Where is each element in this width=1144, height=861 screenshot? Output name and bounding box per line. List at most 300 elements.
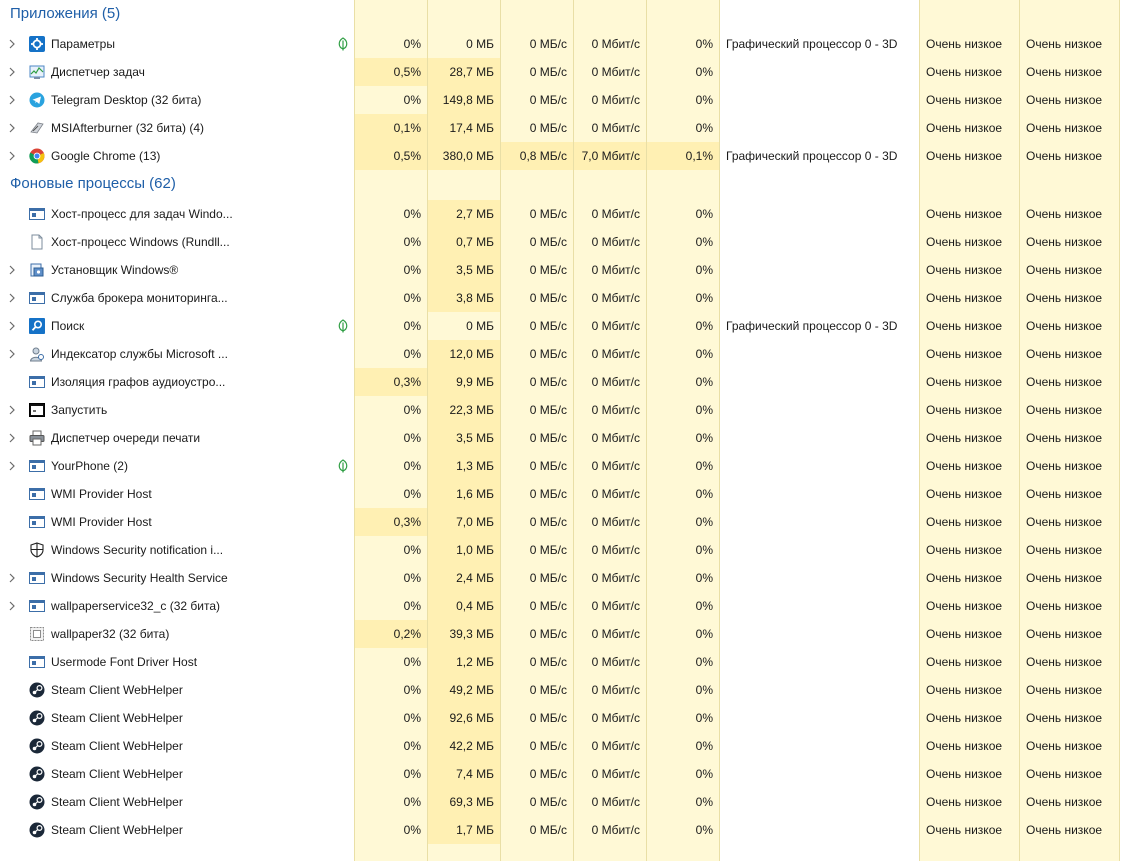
power-trend-value: Очень низкое: [1026, 207, 1103, 221]
gpu-engine-value: Графический процессор 0 - 3D: [726, 319, 898, 333]
gpu-value: 0%: [695, 263, 713, 277]
memory-value: 0 МБ: [466, 319, 494, 333]
run-icon: [29, 402, 45, 418]
process-name: Поиск: [51, 319, 85, 333]
process-name: Windows Security notification i...: [51, 543, 224, 557]
network-value: 0 Мбит/с: [591, 319, 640, 333]
disk-value: 0 МБ/с: [529, 459, 567, 473]
memory-value: 1,0 МБ: [456, 543, 494, 557]
process-name: Параметры: [51, 37, 115, 51]
efficiency-leaf-icon: [337, 459, 349, 473]
process-name: Steam Client WebHelper: [51, 683, 183, 697]
memory-value: 2,7 МБ: [456, 207, 494, 221]
network-value: 0 Мбит/с: [591, 431, 640, 445]
memory-value: 3,8 МБ: [456, 291, 494, 305]
shield-icon: [29, 542, 45, 558]
power-trend-value: Очень низкое: [1026, 795, 1103, 809]
disk-value: 0 МБ/с: [529, 375, 567, 389]
disk-value: 0 МБ/с: [529, 739, 567, 753]
disk-value: 0 МБ/с: [529, 37, 567, 51]
cpu-value: 0,1%: [393, 121, 421, 135]
cpu-value: 0%: [403, 263, 421, 277]
process-name: Индексатор службы Microsoft ...: [51, 347, 228, 361]
window-icon: [29, 290, 45, 306]
expand-chevron-icon[interactable]: [6, 347, 18, 361]
network-value: 0 Мбит/с: [591, 347, 640, 361]
power-trend-value: Очень низкое: [1026, 543, 1103, 557]
cpu-value: 0,3%: [393, 515, 421, 529]
window-icon: [29, 570, 45, 586]
disk-value: 0,8 МБ/с: [519, 149, 567, 163]
disk-value: 0 МБ/с: [529, 683, 567, 697]
power-usage-value: Очень низкое: [926, 627, 1003, 641]
process-row[interactable]: [0, 142, 1144, 170]
process-row[interactable]: [0, 86, 1144, 114]
apps-rows: [0, 30, 1144, 170]
network-value: 0 Мбит/с: [591, 571, 640, 585]
process-row[interactable]: [0, 284, 1144, 312]
expand-chevron-icon[interactable]: [6, 263, 18, 277]
process-name: YourPhone (2): [51, 459, 128, 473]
cpu-value: 0,2%: [393, 627, 421, 641]
power-trend-value: Очень низкое: [1026, 655, 1103, 669]
background-rows: [0, 200, 1144, 844]
disk-value: 0 МБ/с: [529, 431, 567, 445]
process-row[interactable]: [0, 114, 1144, 142]
disk-value: 0 МБ/с: [529, 65, 567, 79]
expand-chevron-icon[interactable]: [6, 121, 18, 135]
network-value: 0 Мбит/с: [591, 739, 640, 753]
power-trend-value: Очень низкое: [1026, 93, 1103, 107]
power-usage-value: Очень низкое: [926, 207, 1003, 221]
process-name: Диспетчер задач: [51, 65, 145, 79]
process-name: Служба брокера мониторинга...: [51, 291, 228, 305]
process-row[interactable]: [0, 676, 1144, 704]
window-icon: [29, 374, 45, 390]
process-row[interactable]: [0, 788, 1144, 816]
process-name: Telegram Desktop (32 бита): [51, 93, 202, 107]
power-usage-value: Очень низкое: [926, 37, 1003, 51]
steam-icon: [29, 710, 45, 726]
group-header-background[interactable]: [0, 170, 1144, 200]
power-usage-value: Очень низкое: [926, 459, 1003, 473]
network-value: 0 Мбит/с: [591, 37, 640, 51]
power-trend-value: Очень низкое: [1026, 121, 1103, 135]
cpu-value: 0%: [403, 37, 421, 51]
power-trend-value: Очень низкое: [1026, 571, 1103, 585]
process-name: WMI Provider Host: [51, 515, 152, 529]
efficiency-leaf-icon: [337, 319, 349, 333]
gpu-value: 0%: [695, 291, 713, 305]
power-usage-value: Очень низкое: [926, 149, 1003, 163]
process-name: Установщик Windows®: [51, 263, 179, 277]
steam-icon: [29, 766, 45, 782]
process-row[interactable]: [0, 480, 1144, 508]
network-value: 0 Мбит/с: [591, 683, 640, 697]
process-name: Steam Client WebHelper: [51, 795, 183, 809]
cpu-value: 0%: [403, 487, 421, 501]
gpu-value: 0%: [695, 487, 713, 501]
power-trend-value: Очень низкое: [1026, 823, 1103, 837]
network-value: 0 Мбит/с: [591, 375, 640, 389]
gpu-value: 0%: [695, 711, 713, 725]
memory-value: 1,6 МБ: [456, 487, 494, 501]
cpu-value: 0,3%: [393, 375, 421, 389]
cpu-value: 0%: [403, 655, 421, 669]
gpu-value: 0%: [695, 739, 713, 753]
expand-chevron-icon[interactable]: [6, 431, 18, 445]
process-row[interactable]: [0, 256, 1144, 284]
expand-chevron-icon[interactable]: [6, 571, 18, 585]
window-icon: [29, 654, 45, 670]
gpu-value: 0%: [695, 823, 713, 837]
cpu-value: 0%: [403, 767, 421, 781]
memory-value: 42,2 МБ: [449, 739, 494, 753]
gpu-value: 0%: [695, 655, 713, 669]
disk-value: 0 МБ/с: [529, 571, 567, 585]
power-usage-value: Очень низкое: [926, 571, 1003, 585]
gpu-value: 0%: [695, 459, 713, 473]
cpu-value: 0%: [403, 93, 421, 107]
settings-gear-icon: [29, 36, 45, 52]
expand-chevron-icon[interactable]: [6, 459, 18, 473]
expand-chevron-icon[interactable]: [6, 37, 18, 51]
gpu-value: 0%: [695, 37, 713, 51]
process-row[interactable]: [0, 30, 1144, 58]
chrome-icon: [29, 148, 45, 164]
process-row[interactable]: [0, 536, 1144, 564]
power-trend-value: Очень низкое: [1026, 739, 1103, 753]
disk-value: 0 МБ/с: [529, 403, 567, 417]
network-value: 0 Мбит/с: [591, 235, 640, 249]
gpu-value: 0%: [695, 767, 713, 781]
expand-chevron-icon[interactable]: [6, 599, 18, 613]
disk-value: 0 МБ/с: [529, 515, 567, 529]
printer-icon: [29, 430, 45, 446]
document-icon: [29, 234, 45, 250]
memory-value: 1,7 МБ: [456, 823, 494, 837]
memory-value: 0,7 МБ: [456, 235, 494, 249]
process-row[interactable]: [0, 452, 1144, 480]
process-name: Хост-процесс для задач Windo...: [51, 207, 233, 221]
power-trend-value: Очень низкое: [1026, 149, 1103, 163]
memory-value: 9,9 МБ: [456, 375, 494, 389]
installer-icon: [29, 262, 45, 278]
expand-chevron-icon[interactable]: [6, 149, 18, 163]
gpu-value: 0%: [695, 431, 713, 445]
gpu-value: 0%: [695, 683, 713, 697]
process-row[interactable]: [0, 312, 1144, 340]
expand-chevron-icon[interactable]: [6, 319, 18, 333]
expand-chevron-icon[interactable]: [6, 93, 18, 107]
group-title-apps: Приложения (5): [10, 5, 121, 22]
network-value: 0 Мбит/с: [591, 823, 640, 837]
search-icon: [29, 318, 45, 334]
gpu-value: 0,1%: [685, 149, 713, 163]
process-row[interactable]: [0, 368, 1144, 396]
power-trend-value: Очень низкое: [1026, 487, 1103, 501]
cpu-value: 0%: [403, 291, 421, 305]
cpu-value: 0%: [403, 795, 421, 809]
group-title-background: Фоновые процессы (62): [10, 175, 176, 192]
memory-value: 12,0 МБ: [449, 347, 494, 361]
power-trend-value: Очень низкое: [1026, 235, 1103, 249]
network-value: 0 Мбит/с: [591, 263, 640, 277]
power-usage-value: Очень низкое: [926, 263, 1003, 277]
cpu-value: 0%: [403, 235, 421, 249]
wallpaper-icon: [29, 626, 45, 642]
power-trend-value: Очень низкое: [1026, 459, 1103, 473]
disk-value: 0 МБ/с: [529, 823, 567, 837]
efficiency-leaf-icon: [337, 37, 349, 51]
process-name: wallpaperservice32_c (32 бита): [51, 599, 221, 613]
process-name: Usermode Font Driver Host: [51, 655, 198, 669]
memory-value: 0,4 МБ: [456, 599, 494, 613]
steam-icon: [29, 822, 45, 838]
memory-value: 1,2 МБ: [456, 655, 494, 669]
window-icon: [29, 514, 45, 530]
process-row[interactable]: [0, 340, 1144, 368]
network-value: 0 Мбит/с: [591, 515, 640, 529]
cpu-value: 0%: [403, 683, 421, 697]
network-value: 0 Мбит/с: [591, 599, 640, 613]
network-value: 7,0 Мбит/с: [581, 149, 640, 163]
gpu-value: 0%: [695, 235, 713, 249]
network-value: 0 Мбит/с: [591, 403, 640, 417]
power-trend-value: Очень низкое: [1026, 65, 1103, 79]
window-icon: [29, 598, 45, 614]
memory-value: 22,3 МБ: [449, 403, 494, 417]
network-value: 0 Мбит/с: [591, 207, 640, 221]
gpu-value: 0%: [695, 543, 713, 557]
gpu-value: 0%: [695, 375, 713, 389]
cpu-value: 0%: [403, 403, 421, 417]
cpu-value: 0%: [403, 319, 421, 333]
disk-value: 0 МБ/с: [529, 207, 567, 221]
expand-chevron-icon[interactable]: [6, 65, 18, 79]
process-row[interactable]: [0, 760, 1144, 788]
cpu-value: 0%: [403, 599, 421, 613]
memory-value: 7,4 МБ: [456, 767, 494, 781]
process-name: Диспетчер очереди печати: [51, 431, 201, 445]
network-value: 0 Мбит/с: [591, 627, 640, 641]
power-usage-value: Очень низкое: [926, 739, 1003, 753]
cpu-value: 0,5%: [393, 65, 421, 79]
steam-icon: [29, 738, 45, 754]
power-trend-value: Очень низкое: [1026, 767, 1103, 781]
power-usage-value: Очень низкое: [926, 235, 1003, 249]
process-name: Google Chrome (13): [51, 149, 161, 163]
power-trend-value: Очень низкое: [1026, 431, 1103, 445]
power-trend-value: Очень низкое: [1026, 627, 1103, 641]
memory-value: 28,7 МБ: [449, 65, 494, 79]
gpu-value: 0%: [695, 93, 713, 107]
power-trend-value: Очень низкое: [1026, 347, 1103, 361]
process-name: Windows Security Health Service: [51, 571, 228, 585]
network-value: 0 Мбит/с: [591, 459, 640, 473]
network-value: 0 Мбит/с: [591, 655, 640, 669]
process-row[interactable]: [0, 200, 1144, 228]
process-name: MSIAfterburner (32 бита) (4): [51, 121, 204, 135]
network-value: 0 Мбит/с: [591, 767, 640, 781]
power-trend-value: Очень низкое: [1026, 375, 1103, 389]
network-value: 0 Мбит/с: [591, 711, 640, 725]
cpu-value: 0%: [403, 711, 421, 725]
process-row[interactable]: [0, 620, 1144, 648]
cpu-value: 0%: [403, 431, 421, 445]
disk-value: 0 МБ/с: [529, 543, 567, 557]
power-trend-value: Очень низкое: [1026, 319, 1103, 333]
power-usage-value: Очень низкое: [926, 795, 1003, 809]
power-usage-value: Очень низкое: [926, 93, 1003, 107]
gpu-value: 0%: [695, 65, 713, 79]
power-usage-value: Очень низкое: [926, 767, 1003, 781]
memory-value: 17,4 МБ: [449, 121, 494, 135]
network-value: 0 Мбит/с: [591, 121, 640, 135]
group-header-apps[interactable]: [0, 0, 1144, 30]
power-trend-value: Очень низкое: [1026, 263, 1103, 277]
memory-value: 69,3 МБ: [449, 795, 494, 809]
gpu-value: 0%: [695, 121, 713, 135]
power-usage-value: Очень низкое: [926, 403, 1003, 417]
process-row[interactable]: [0, 648, 1144, 676]
gpu-value: 0%: [695, 571, 713, 585]
power-usage-value: Очень низкое: [926, 711, 1003, 725]
power-usage-value: Очень низкое: [926, 291, 1003, 305]
power-usage-value: Очень низкое: [926, 599, 1003, 613]
task-manager-icon: [29, 64, 45, 80]
process-row[interactable]: [0, 592, 1144, 620]
expand-chevron-icon[interactable]: [6, 403, 18, 417]
memory-value: 39,3 МБ: [449, 627, 494, 641]
cpu-value: 0%: [403, 823, 421, 837]
power-usage-value: Очень низкое: [926, 655, 1003, 669]
process-name: wallpaper32 (32 бита): [51, 627, 170, 641]
process-name: WMI Provider Host: [51, 487, 152, 501]
disk-value: 0 МБ/с: [529, 291, 567, 305]
memory-value: 92,6 МБ: [449, 711, 494, 725]
cpu-value: 0%: [403, 207, 421, 221]
power-usage-value: Очень низкое: [926, 375, 1003, 389]
disk-value: 0 МБ/с: [529, 319, 567, 333]
network-value: 0 Мбит/с: [591, 65, 640, 79]
disk-value: 0 МБ/с: [529, 263, 567, 277]
gpu-value: 0%: [695, 515, 713, 529]
expand-chevron-icon[interactable]: [6, 291, 18, 305]
process-row[interactable]: [0, 704, 1144, 732]
memory-value: 380,0 МБ: [442, 149, 494, 163]
gpu-value: 0%: [695, 403, 713, 417]
cpu-value: 0,5%: [393, 149, 421, 163]
gpu-value: 0%: [695, 347, 713, 361]
window-icon: [29, 458, 45, 474]
power-trend-value: Очень низкое: [1026, 291, 1103, 305]
power-trend-value: Очень низкое: [1026, 711, 1103, 725]
process-name: Изоляция графов аудиоустро...: [51, 375, 226, 389]
memory-value: 3,5 МБ: [456, 263, 494, 277]
window-icon: [29, 206, 45, 222]
cpu-value: 0%: [403, 571, 421, 585]
network-value: 0 Мбит/с: [591, 795, 640, 809]
memory-value: 1,3 МБ: [456, 459, 494, 473]
memory-value: 149,8 МБ: [442, 93, 494, 107]
process-name: Steam Client WebHelper: [51, 739, 183, 753]
memory-value: 7,0 МБ: [456, 515, 494, 529]
network-value: 0 Мбит/с: [591, 487, 640, 501]
process-row[interactable]: [0, 228, 1144, 256]
power-trend-value: Очень низкое: [1026, 683, 1103, 697]
process-name: Steam Client WebHelper: [51, 767, 183, 781]
disk-value: 0 МБ/с: [529, 487, 567, 501]
power-usage-value: Очень низкое: [926, 823, 1003, 837]
process-row[interactable]: [0, 508, 1144, 536]
disk-value: 0 МБ/с: [529, 235, 567, 249]
disk-value: 0 МБ/с: [529, 711, 567, 725]
cpu-value: 0%: [403, 543, 421, 557]
indexer-icon: [29, 346, 45, 362]
process-name: Запустить: [51, 403, 108, 417]
power-trend-value: Очень низкое: [1026, 599, 1103, 613]
power-trend-value: Очень низкое: [1026, 515, 1103, 529]
process-name: Хост-процесс Windows (Rundll...: [51, 235, 230, 249]
cpu-value: 0%: [403, 347, 421, 361]
power-usage-value: Очень низкое: [926, 347, 1003, 361]
process-name: Steam Client WebHelper: [51, 823, 183, 837]
power-trend-value: Очень низкое: [1026, 37, 1103, 51]
gpu-value: 0%: [695, 627, 713, 641]
steam-icon: [29, 794, 45, 810]
memory-value: 3,5 МБ: [456, 431, 494, 445]
cpu-value: 0%: [403, 739, 421, 753]
disk-value: 0 МБ/с: [529, 627, 567, 641]
power-usage-value: Очень низкое: [926, 683, 1003, 697]
power-usage-value: Очень низкое: [926, 121, 1003, 135]
process-row[interactable]: [0, 424, 1144, 452]
power-usage-value: Очень низкое: [926, 431, 1003, 445]
memory-value: 2,4 МБ: [456, 571, 494, 585]
power-usage-value: Очень низкое: [926, 319, 1003, 333]
network-value: 0 Мбит/с: [591, 543, 640, 557]
disk-value: 0 МБ/с: [529, 347, 567, 361]
gpu-value: 0%: [695, 795, 713, 809]
process-row[interactable]: [0, 396, 1144, 424]
process-row[interactable]: [0, 732, 1144, 760]
process-row[interactable]: [0, 58, 1144, 86]
network-value: 0 Мбит/с: [591, 291, 640, 305]
gpu-value: 0%: [695, 599, 713, 613]
process-row[interactable]: [0, 816, 1144, 844]
window-icon: [29, 486, 45, 502]
power-usage-value: Очень низкое: [926, 515, 1003, 529]
disk-value: 0 МБ/с: [529, 655, 567, 669]
gpu-value: 0%: [695, 207, 713, 221]
disk-value: 0 МБ/с: [529, 795, 567, 809]
memory-value: 0 МБ: [466, 37, 494, 51]
afterburner-icon: [29, 120, 45, 136]
power-usage-value: Очень низкое: [926, 487, 1003, 501]
disk-value: 0 МБ/с: [529, 121, 567, 135]
disk-value: 0 МБ/с: [529, 93, 567, 107]
disk-value: 0 МБ/с: [529, 767, 567, 781]
gpu-engine-value: Графический процессор 0 - 3D: [726, 149, 898, 163]
power-usage-value: Очень низкое: [926, 65, 1003, 79]
memory-value: 49,2 МБ: [449, 683, 494, 697]
gpu-value: 0%: [695, 319, 713, 333]
gpu-engine-value: Графический процессор 0 - 3D: [726, 37, 898, 51]
steam-icon: [29, 682, 45, 698]
process-row[interactable]: [0, 564, 1144, 592]
cpu-value: 0%: [403, 459, 421, 473]
